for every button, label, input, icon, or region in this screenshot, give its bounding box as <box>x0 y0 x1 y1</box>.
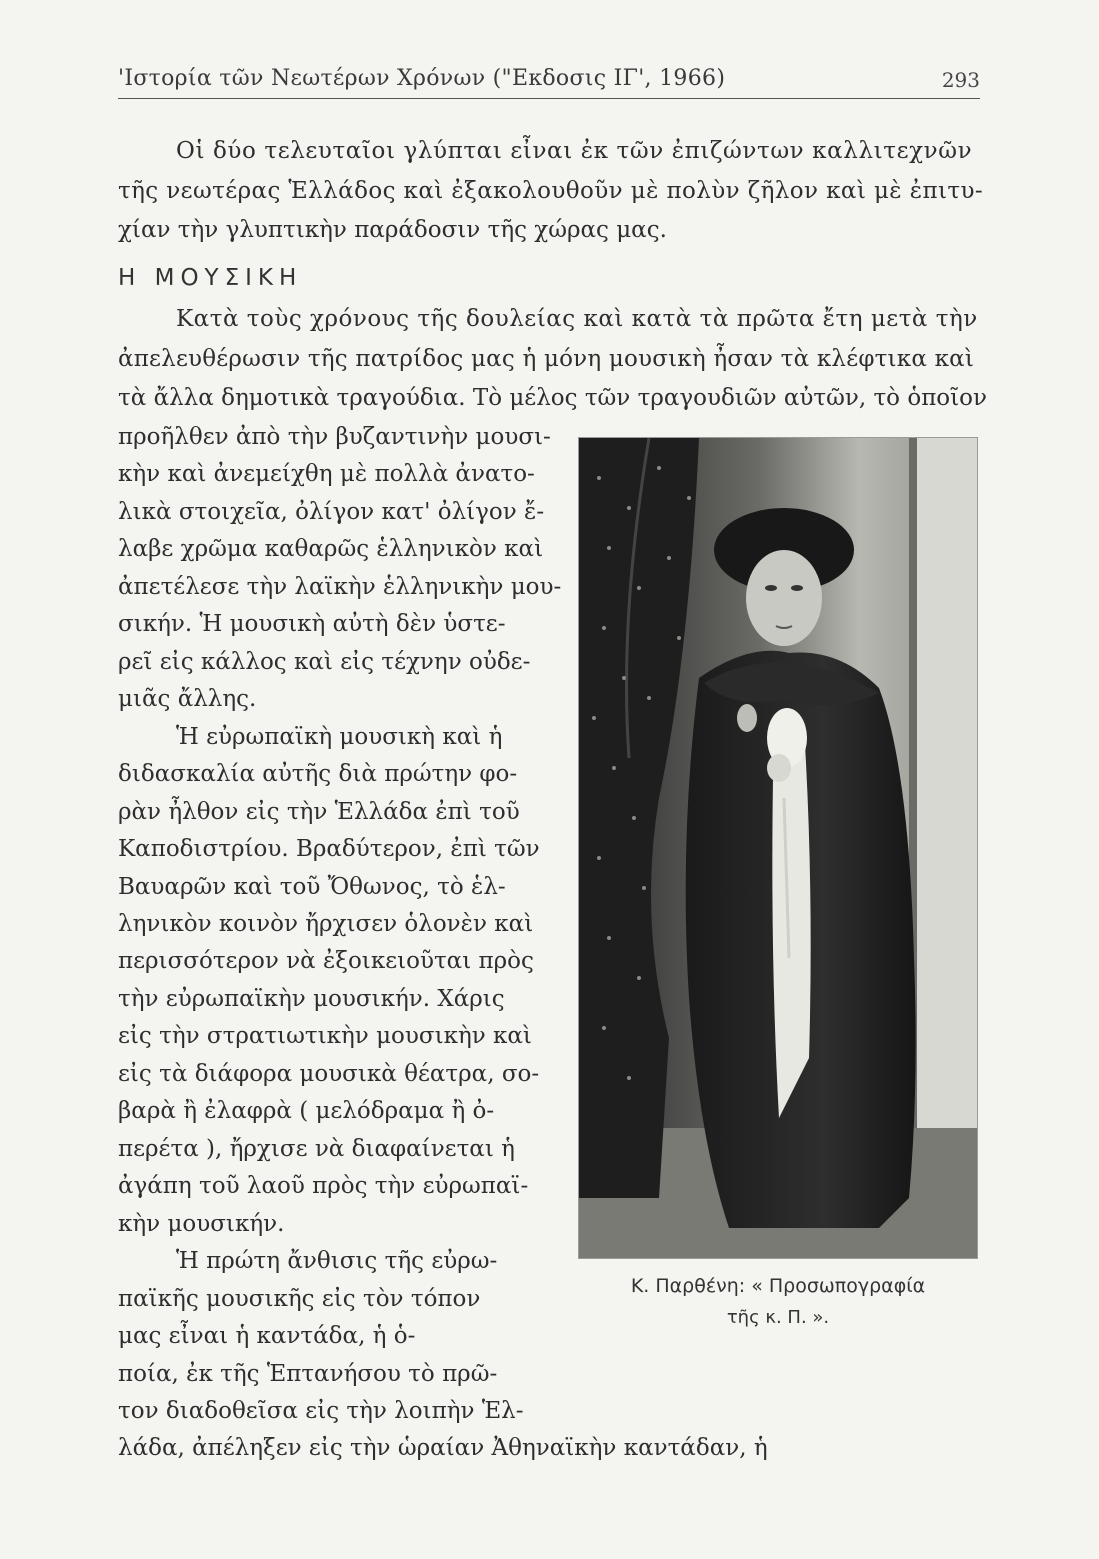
column-line: ἀγάπη τοῦ λαοῦ πρὸς τὴν εὐρωπαϊ- <box>118 1173 529 1199</box>
column-line: προῆλθεν ἀπὸ τὴν βυζαντινὴν μουσι- <box>118 424 551 450</box>
column-line: ρεῖ εἰς κάλλος καὶ εἰς τέχνην οὐδε- <box>118 649 531 675</box>
column-line: τον διαδοθεῖσα εἰς τὴν λοιπὴν Ἑλ- <box>118 1398 524 1424</box>
running-header <box>118 58 980 99</box>
column-line: ληνικὸν κοινὸν ἤρχισεν ὁλονὲν καὶ <box>118 911 534 937</box>
column-line: κὴν μουσικήν. <box>118 1211 285 1237</box>
last-line: λάδα, ἀπέληξεν εἰς τὴν ὡραίαν Ἀθηναϊκὴν καντάδαν, ἡ <box>118 1435 768 1461</box>
column-line: εἰς τὴν στρατιωτικὴν μουσικὴν καὶ <box>118 1023 532 1049</box>
column-line: μιᾶς ἄλλης. <box>118 686 257 712</box>
column-line: σικήν. Ἡ μουσικὴ αὐτὴ δὲν ὑστε- <box>118 611 506 637</box>
portrait-illustration <box>579 438 978 1259</box>
paragraph-line: τὰ ἄλλα δημοτικὰ τραγούδια. Τὸ μέλος τῶν τραγουδιῶν αὐτῶν, τὸ ὁποῖον <box>118 385 988 411</box>
column-line: περέτα ), ἤρχισε νὰ διαφαίνεται ἡ <box>118 1136 515 1162</box>
paragraph-line: ἀπελευθέρωσιν τῆς πατρίδος μας ἡ μόνη μουσικὴ ἦσαν τὰ κλέφτικα καὶ <box>118 346 975 372</box>
column-line: Ἡ εὐρωπαϊκὴ μουσικὴ καὶ ἡ <box>176 724 503 750</box>
figure-caption-line2: τῆς κ. Π. ». <box>726 1307 830 1328</box>
intro-line: τῆς νεωτέρας Ἑλλάδος καὶ ἐξακολουθοῦν μὲ πολὺν ζῆλον καὶ μὲ ἐπιτυ- <box>118 178 984 204</box>
section-heading: Η ΜΟΥΣΙΚΗ <box>118 265 303 291</box>
column-line: βαρὰ ἢ ἐλαφρὰ ( μελόδραμα ἢ ὀ- <box>118 1098 495 1124</box>
column-line: λικὰ στοιχεῖα, ὀλίγον κατ' ὀλίγον ἔ- <box>118 499 545 525</box>
portrait-figure <box>578 437 978 1559</box>
column-line: εἰς τὰ διάφορα μουσικὰ θέατρα, σο- <box>118 1061 540 1087</box>
column-line: Ἡ πρώτη ἄνθισις τῆς εὐρω- <box>176 1248 498 1274</box>
column-line: ρὰν ἦλθον εἰς τὴν Ἑλλάδα ἐπὶ τοῦ <box>118 799 520 825</box>
intro-line: χίαν τὴν γλυπτικὴν παράδοσιν τῆς χώρας μας. <box>118 217 667 243</box>
intro-line: Οἱ δύο τελευταῖοι γλύπται εἶναι ἐκ τῶν ἐπιζώντων καλλιτεχνῶν <box>176 138 973 164</box>
column-line: παϊκῆς μουσικῆς εἰς τὸν τόπον <box>118 1286 481 1312</box>
column-line: μας εἶναι ἡ καντάδα, ἡ ὁ- <box>118 1323 416 1349</box>
running-title: 'Ιστορία τῶν Νεωτέρων Χρόνων ("Εκδοσις ΙΓ', 1966) <box>118 66 726 91</box>
column-line: Καποδιστρίου. Βραδύτερον, ἐπὶ τῶν <box>118 836 540 862</box>
portrait-photo <box>578 437 978 1259</box>
column-line: κὴν καὶ ἀνεμείχθη μὲ πολλὰ ἀνατο- <box>118 461 535 487</box>
page-number: 293 <box>941 68 980 92</box>
column-line: τὴν εὐρωπαϊκὴν μουσικήν. Χάρις <box>118 986 505 1012</box>
column-line: λαβε χρῶμα καθαρῶς ἑλληνικὸν καὶ <box>118 536 544 562</box>
column-line: περισσότερον νὰ ἐξοικειοῦται πρὸς <box>118 948 534 974</box>
column-line: Βαυαρῶν καὶ τοῦ Ὄθωνος, τὸ ἑλ- <box>118 874 506 900</box>
column-line: ποία, ἐκ τῆς Ἑπτανήσου τὸ πρῶ- <box>118 1361 498 1387</box>
column-line: διδασκαλία αὐτῆς διὰ πρώτην φο- <box>118 761 518 787</box>
figure-caption-line1: Κ. Παρθένη: « Προσωπογραφία <box>630 1275 926 1297</box>
column-line: ἀπετέλεσε τὴν λαϊκὴν ἑλληνικὴν μου- <box>118 574 562 600</box>
paragraph-line: Κατὰ τοὺς χρόνους τῆς δουλείας καὶ κατὰ τὰ πρῶτα ἔτη μετὰ τὴν <box>176 306 978 332</box>
